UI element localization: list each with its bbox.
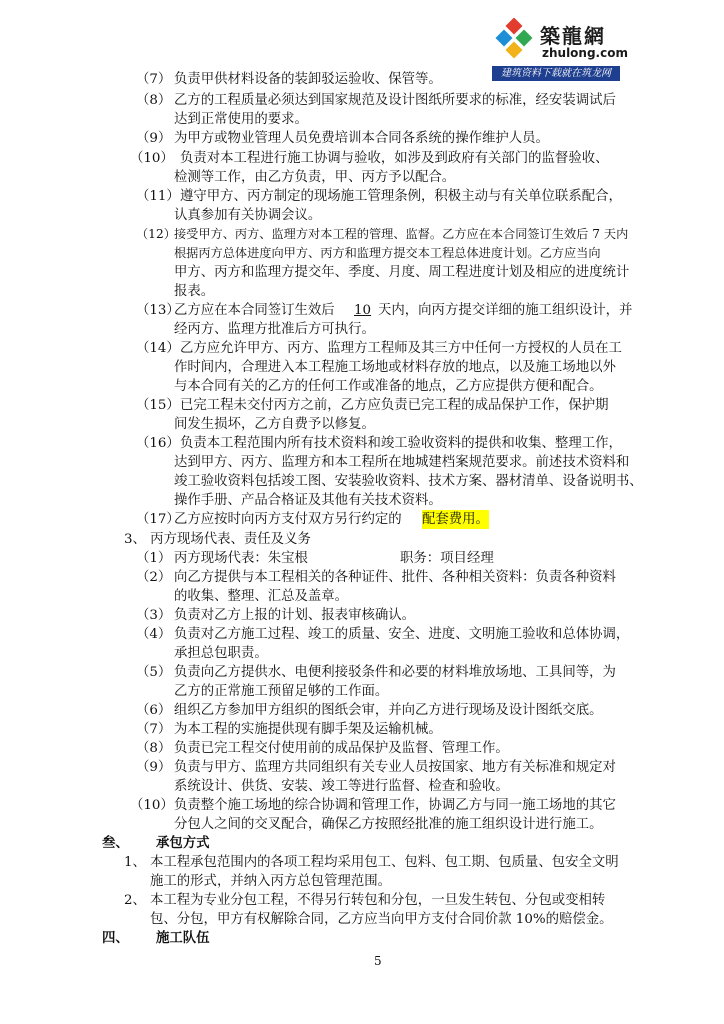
logo-slogan: 建筑资料下载就在筑龙网 (492, 66, 620, 81)
highlighted-text: 配套费用。 (422, 512, 489, 527)
site-rep-label: 丙方现场代表：朱宝根 (174, 551, 308, 566)
zhulong-mark-icon (492, 18, 536, 62)
logo-brand-cn: 築龍網 (540, 24, 606, 48)
document-page: 築龍網 zhulong.com 建筑资料下载就在筑龙网 （7） 负责甲供材料设备的装卸驳运验收、保管等。 （8） 乙方的工程质量必须达到国家规范及设计图纸所要求的标准，经安装调试后 达到正常使用的要求。 （9） 为甲方或物业管理人员免费培训本合同各系统的操作维护人员。 （10） 负责对本工程进行施工协调与验收，如涉及到政府有关部门的监督验收、 检测等工作，由乙方负责，甲、丙方予以配合。 （11） 遵守甲方、丙方制定的现场施工管理条例，积极主动与有关单位联系配合， 认真参加有关协调会议。 （12） 接受甲方、丙方、监理方对本工程的管理、监督。乙方应在本合同签订生效后 7 天内 根据丙方总体进度向甲方、丙方和监理方提交本工程总体进度计划。乙方应当向 甲方、丙方和监理方提交年、季度、月度、周工程进度计划及相应的进度统计 报表。 （13） 乙方应在本合同签订生效后 10 天内，向丙方提交详细的施工组织设计，并 经丙方、监理方批准后方可执行。 （14） 乙方应允许甲方、丙方、监理方工程师及其三方中任何一方授权的人员在工 作时间内，合理进入本工程施工场地或材料存放的地点，以及施工场地以外 与本合同有关的乙方的任何工作或准备的地点，乙方应提供方便和配合。 （15） 已完工程未交付丙方之前，乙方应负责已完工程的成品保护工作，保护期 间发生损坏，乙方自费予以修复。 （16） 负责本工程范围内所有技术资料和竣工验收资料的提供和收集、整理工作， 达到甲方、丙方、监理方和本工程所在地城建档案规范要求。前述技术资料和 竣工验收资料包括竣工图、安装验收资料、技术方案、器材清单、设备说明书、 操作手册、产品合格证及其他有关技术资料。 （17） 乙方应按时向丙方支付双方另行约定的 配套费用。 3、 丙方现场代表、责任及义务 （1） 丙方现场代表：朱宝根 职务：项目经理 （2） 向乙方提供与本工程相关的各种证件、批件、各种相关资料：负责各种资料 的收集、整理、汇总及盖章。 （3） 负责对乙方上报的计划、报表审核确认。 （4） 负责对乙方施工过程、竣工的质量、安全、进度、文明施工验收和总体协调， 承担总包职责。 （5） 负责向乙方提供水、电便利接驳条件和必要的材料堆放场地、工具间等，为 乙方的正常施工预留足够的工作面。 （6） 组织乙方参加甲方组织的图纸会审，并向乙方进行现场及设计图纸交底。 （7） 为本工程的实施提供现有脚手架及运输机械。 （8） 负责已完工程交付使用前的成品保护及监督、管理工作。 （9） 负责与甲方、监理方共同组织有关专业人员按国家、地方有关标准和规定对 系统设计、供货、安装、竣工等进行监督、检查和验收。 （10） 负责整个施工场地的综合协调和管理工作，协调乙方与同一施工场地的其它 分包人之间的交叉配合，确保乙方按照经批准的施工组织设计进行施工。 叁、 承包方式 1、 本工程承包范围内的各项工程均采用包工、包料、包工期、包质量、包安全文明 施工的形式，并纳入丙方总包管理范围。 2、 本工程为专业分包工程，不得另行转包和分包，一旦发生转包、分包或变相转 包、分包，甲方有权解除合同，乙方应当向甲方支付合同价款 10%的赔偿金。 四、 施工队伍 5 (0, 0, 724, 1024)
zhulong-logo (492, 14, 628, 86)
rep-post-label: 职务：项目经理 (400, 551, 494, 566)
page-number: 5 (374, 954, 382, 968)
logo-brand-en: zhulong.com (542, 46, 628, 60)
days-value: 10 (354, 303, 372, 318)
